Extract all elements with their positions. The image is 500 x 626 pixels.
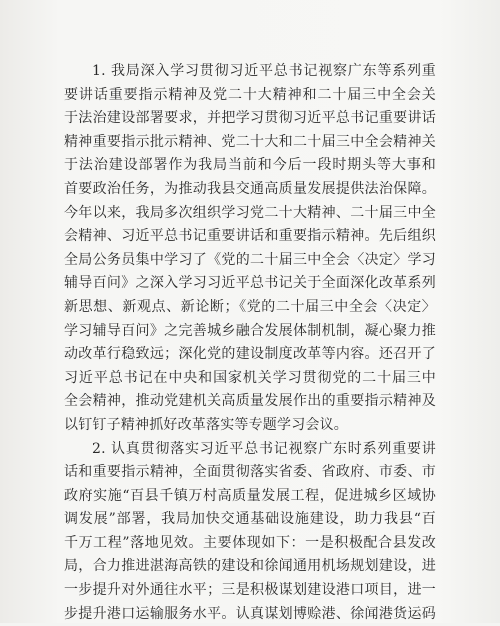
text-line: 习近平总书记在中央和国家机关学习贯彻党的二十届三中 xyxy=(64,367,436,391)
text-line: 步提升港口运输服务水平。认真谋划博赊港、徐闻港货运码 xyxy=(64,603,436,626)
text-line: 政府实施“百县千镇万村高质量发展工程，促进城乡区域协 xyxy=(64,485,436,509)
text-line: 会精神、习近平总书记重要讲话和重要指示精神。先后组织 xyxy=(64,225,436,249)
text-line: 2. 认真贯彻落实习近平总书记视察广东时系列重要讲 xyxy=(64,438,436,462)
text-line: 精神重要指示批示精神、党二十大和二十届三中全会精神关 xyxy=(64,131,436,155)
text-line: 1. 我局深入学习贯彻习近平总书记视察广东等系列重 xyxy=(64,60,436,84)
text-line: 新思想、新观点、新论断；《党的二十届三中全会〈决定〉 xyxy=(64,296,436,320)
text-line: 学习辅导百问》之完善城乡融合发展体制机制，凝心聚力推 xyxy=(64,320,436,344)
text-line: 以钉钉子精神抓好改革落实等专题学习会议。 xyxy=(64,414,436,438)
text-line: 话和重要指示精神，全面贯彻落实省委、省政府、市委、市 xyxy=(64,461,436,485)
text-line: 全会精神，推动党建机关高质量发展作出的重要指示精神及 xyxy=(64,390,436,414)
text-line: 全局公务员集中学习了《党的二十届三中全会〈决定〉学习 xyxy=(64,249,436,273)
text-line: 今年以来，我局多次组织学习党二十大精神、二十届三中全 xyxy=(64,202,436,226)
text-line: 首要政治任务，为推动我县交通高质量发展提供法治保障。 xyxy=(64,178,436,202)
text-line: 千万工程”落地见效。主要体现如下：一是积极配合县发改 xyxy=(64,532,436,556)
text-line: 调发展”部署，我局加快交通基础设施建设，助力我县“百 xyxy=(64,508,436,532)
text-line: 于法治建设部署作为我局当前和今后一段时期头等大事和 xyxy=(64,154,436,178)
text-line: 动改革行稳致远；深化党的建设制度改革等内容。还召开了 xyxy=(64,343,436,367)
document-body xyxy=(64,60,436,626)
paragraph-2 xyxy=(64,438,436,626)
text-line: 要讲话重要指示精神及党二十大精神和二十届三中全会关 xyxy=(64,84,436,108)
text-line: 局，合力推进湛海高铁的建设和徐闻通用机场规划建设，进 xyxy=(64,555,436,579)
text-line: 一步提升对外通往水平；三是积极谋划建设港口项目，进一 xyxy=(64,579,436,603)
text-line: 辅导百问》之深入学习习近平总书记关于全面深化改革系列 xyxy=(64,272,436,296)
paragraph-1 xyxy=(64,60,436,438)
text-line: 于法治建设部署要求，并把学习贯彻习近平总书记重要讲话 xyxy=(64,107,436,131)
